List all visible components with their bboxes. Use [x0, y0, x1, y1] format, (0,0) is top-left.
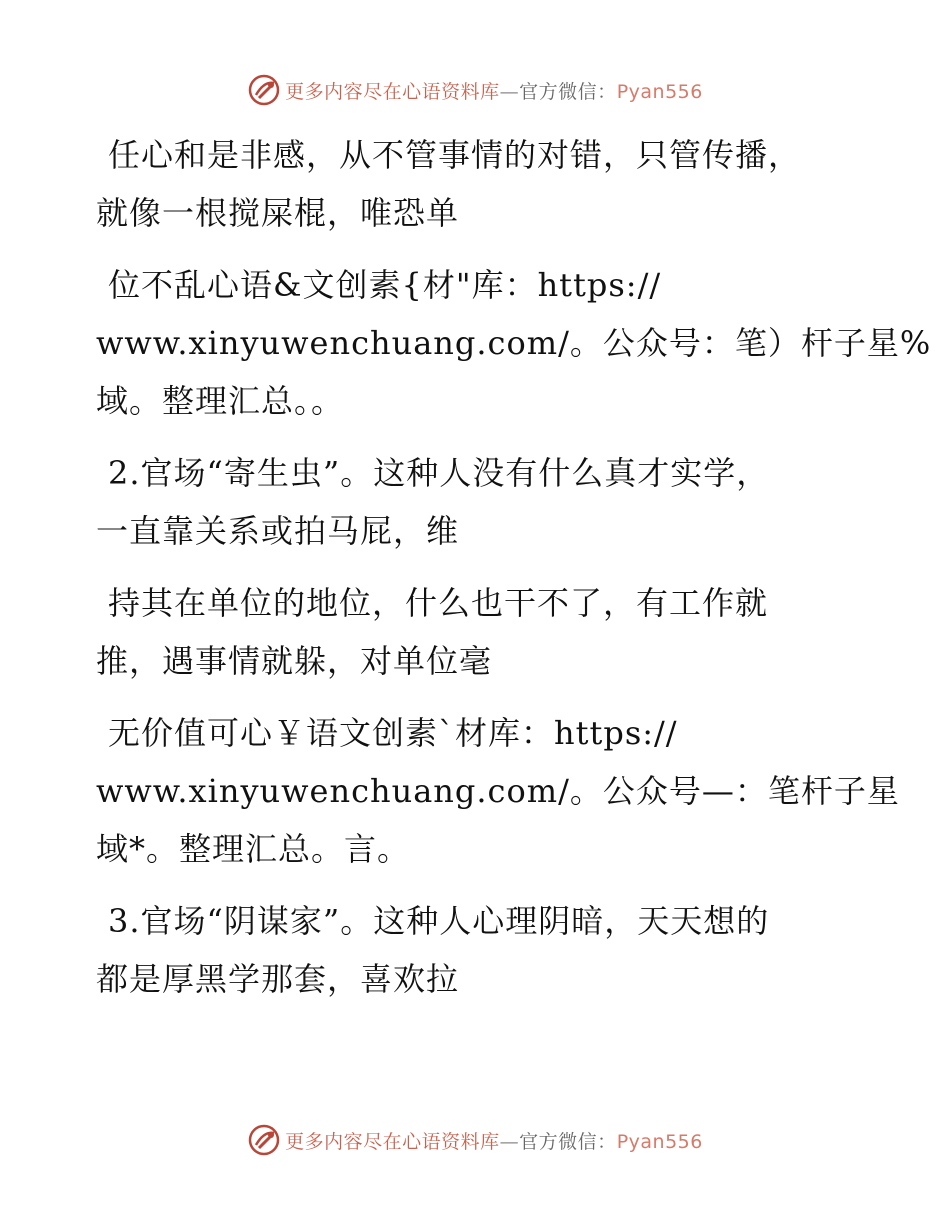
page-header-banner — [0, 72, 950, 108]
page-footer-banner — [0, 1122, 950, 1158]
text-line: 域*。整理汇总。言。 — [96, 830, 411, 868]
banner-official-label: 官方微信： — [519, 80, 617, 103]
banner-brand: 更多内容尽在心语资料库 — [285, 1130, 500, 1153]
banner-official-label: 官方微信： — [519, 1130, 617, 1153]
paragraph — [96, 126, 856, 242]
paragraph — [96, 256, 932, 430]
text-line: 域。整理汇总。。 — [96, 382, 345, 420]
paragraph — [96, 574, 856, 690]
paragraph — [96, 892, 856, 1008]
brand-logo-icon — [247, 1123, 281, 1157]
paragraph — [96, 704, 900, 878]
text-line: 位不乱心语&文创素{材"库：https:// — [108, 266, 662, 304]
banner-wechat-handle: Pyan556 — [616, 80, 703, 103]
banner-text — [285, 1127, 703, 1154]
text-line: 3.官场“阴谋家”。这种人心理阴暗，天天想的 — [108, 902, 770, 940]
text-line: www.xinyuwenchuang.com/。公众号：笔）杆子星% — [96, 324, 932, 362]
brand-logo-icon — [247, 73, 281, 107]
banner-wechat-handle: Pyan556 — [616, 1130, 703, 1153]
text-line: 无价值可心￥语文创素`材库：https:// — [108, 714, 678, 752]
text-line: 持其在单位的地位，什么也干不了，有工作就 — [108, 584, 769, 622]
text-line: www.xinyuwenchuang.com/。公众号—：笔杆子星 — [96, 772, 900, 810]
text-line: 任心和是非感，从不管事情的对错，只管传播， — [108, 136, 802, 174]
banner-text — [285, 77, 703, 104]
text-line: 一直靠关系或拍马屁，维 — [96, 512, 460, 550]
banner-dash: — — [499, 1130, 520, 1153]
banner-dash: — — [499, 80, 520, 103]
text-line: 都是厚黑学那套，喜欢拉 — [96, 960, 460, 998]
banner-brand: 更多内容尽在心语资料库 — [285, 80, 500, 103]
paragraph — [96, 444, 856, 560]
text-line: 2.官场“寄生虫”。这种人没有什么真才实学， — [108, 454, 770, 492]
text-line: 就像一根搅屎棍，唯恐单 — [96, 194, 460, 232]
document-body — [96, 126, 932, 1022]
text-line: 推，遇事情就躲，对单位毫 — [96, 642, 493, 680]
